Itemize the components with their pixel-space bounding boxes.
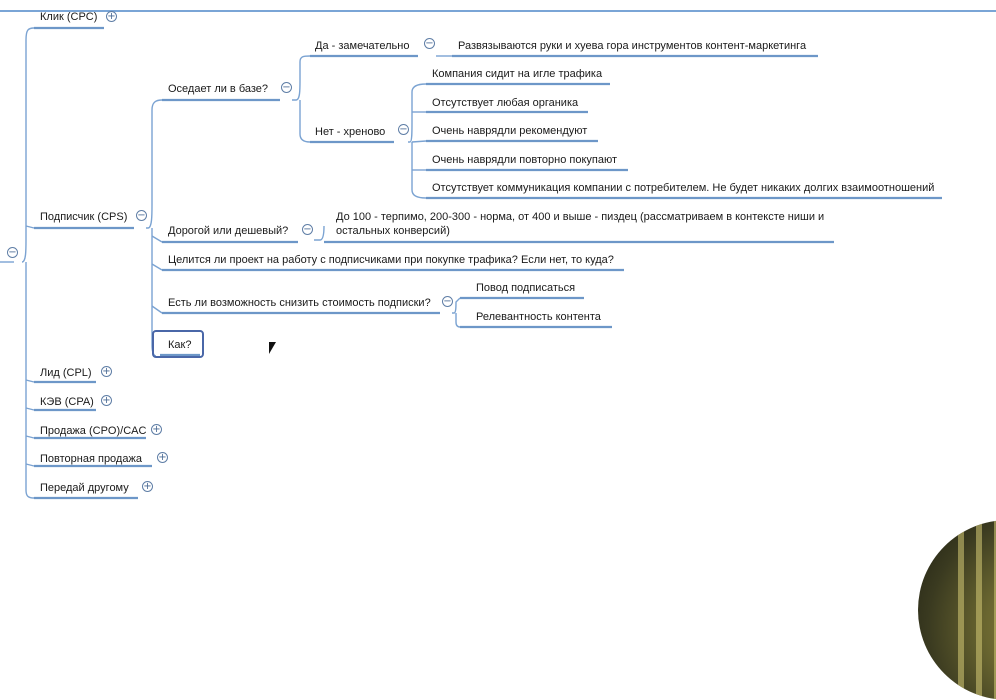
root-collapse-toggle[interactable]: − — [8, 247, 17, 258]
node-price[interactable]: Дорогой или дешевый? — [168, 225, 289, 237]
node-settles-in-base[interactable]: Оседает ли в базе? — [168, 83, 269, 95]
collapse-price-toggle[interactable]: − — [303, 224, 312, 235]
expand-click-cpc-toggle[interactable]: + — [107, 11, 116, 22]
node-click-cpc[interactable]: Клик (CPC) — [40, 11, 98, 23]
node-price-detail-line1[interactable]: До 100 - терпимо, 200-300 - норма, от 400 и выше - пиздец (рассматриваем в контексте ниши и — [336, 211, 825, 223]
node-no-child-2[interactable]: Отсутствует любая органика — [432, 97, 579, 109]
mouse-pointer-icon — [269, 342, 276, 354]
collapse-settles-toggle[interactable]: − — [282, 82, 291, 93]
expand-refer-toggle[interactable]: + — [143, 481, 152, 492]
node-yes-great[interactable]: Да - замечательно — [315, 40, 410, 52]
node-lead-cpl[interactable]: Лид (CPL) — [40, 367, 92, 379]
expand-lead-toggle[interactable]: + — [102, 366, 111, 377]
node-price-detail-line2[interactable]: остальных конверсий) — [336, 225, 450, 237]
node-reduce-cost[interactable]: Есть ли возможность снизить стоимость подписки? — [168, 297, 431, 309]
node-project-target[interactable]: Целится ли проект на работу с подписчиками при покупке трафика? Если нет, то куда? — [168, 254, 614, 266]
expand-sale-toggle[interactable]: + — [152, 424, 161, 435]
node-no-child-5[interactable]: Отсутствует коммуникация компании с потребителем. Не будет никаких долгих взаимоотношений — [432, 182, 935, 194]
node-no-child-1[interactable]: Компания сидит на игле трафика — [432, 68, 603, 80]
node-how[interactable]: Как? — [168, 339, 192, 351]
node-reduce-child-1[interactable]: Повод подписаться — [476, 282, 576, 294]
node-kev-cpa[interactable]: КЭВ (CPA) — [40, 396, 94, 408]
node-yes-detail[interactable]: Развязываются руки и хуева гора инструментов контент-маркетинга — [458, 40, 807, 52]
expand-repeat-toggle[interactable]: + — [158, 452, 167, 463]
collapse-subscriber-toggle[interactable]: − — [137, 210, 146, 221]
collapse-no-toggle[interactable]: − — [399, 124, 408, 135]
node-repeat-sale[interactable]: Повторная продажа — [40, 453, 142, 465]
node-sale[interactable]: Продажа (CPO)/CAC — [40, 425, 147, 437]
node-no-child-4[interactable]: Очень наврядли повторно покупают — [432, 154, 617, 166]
node-no-bad[interactable]: Нет - хреново — [315, 126, 386, 138]
node-reduce-child-2[interactable]: Релевантность контента — [476, 311, 601, 323]
node-no-child-3[interactable]: Очень наврядли рекомендуют — [432, 125, 588, 137]
expand-kev-toggle[interactable]: + — [102, 395, 111, 406]
node-refer[interactable]: Передай другому — [40, 482, 129, 494]
node-subscriber-cps[interactable]: Подписчик (CPS) — [40, 211, 128, 223]
collapse-yes-toggle[interactable]: − — [425, 38, 434, 49]
collapse-reduce-toggle[interactable]: − — [443, 296, 452, 307]
